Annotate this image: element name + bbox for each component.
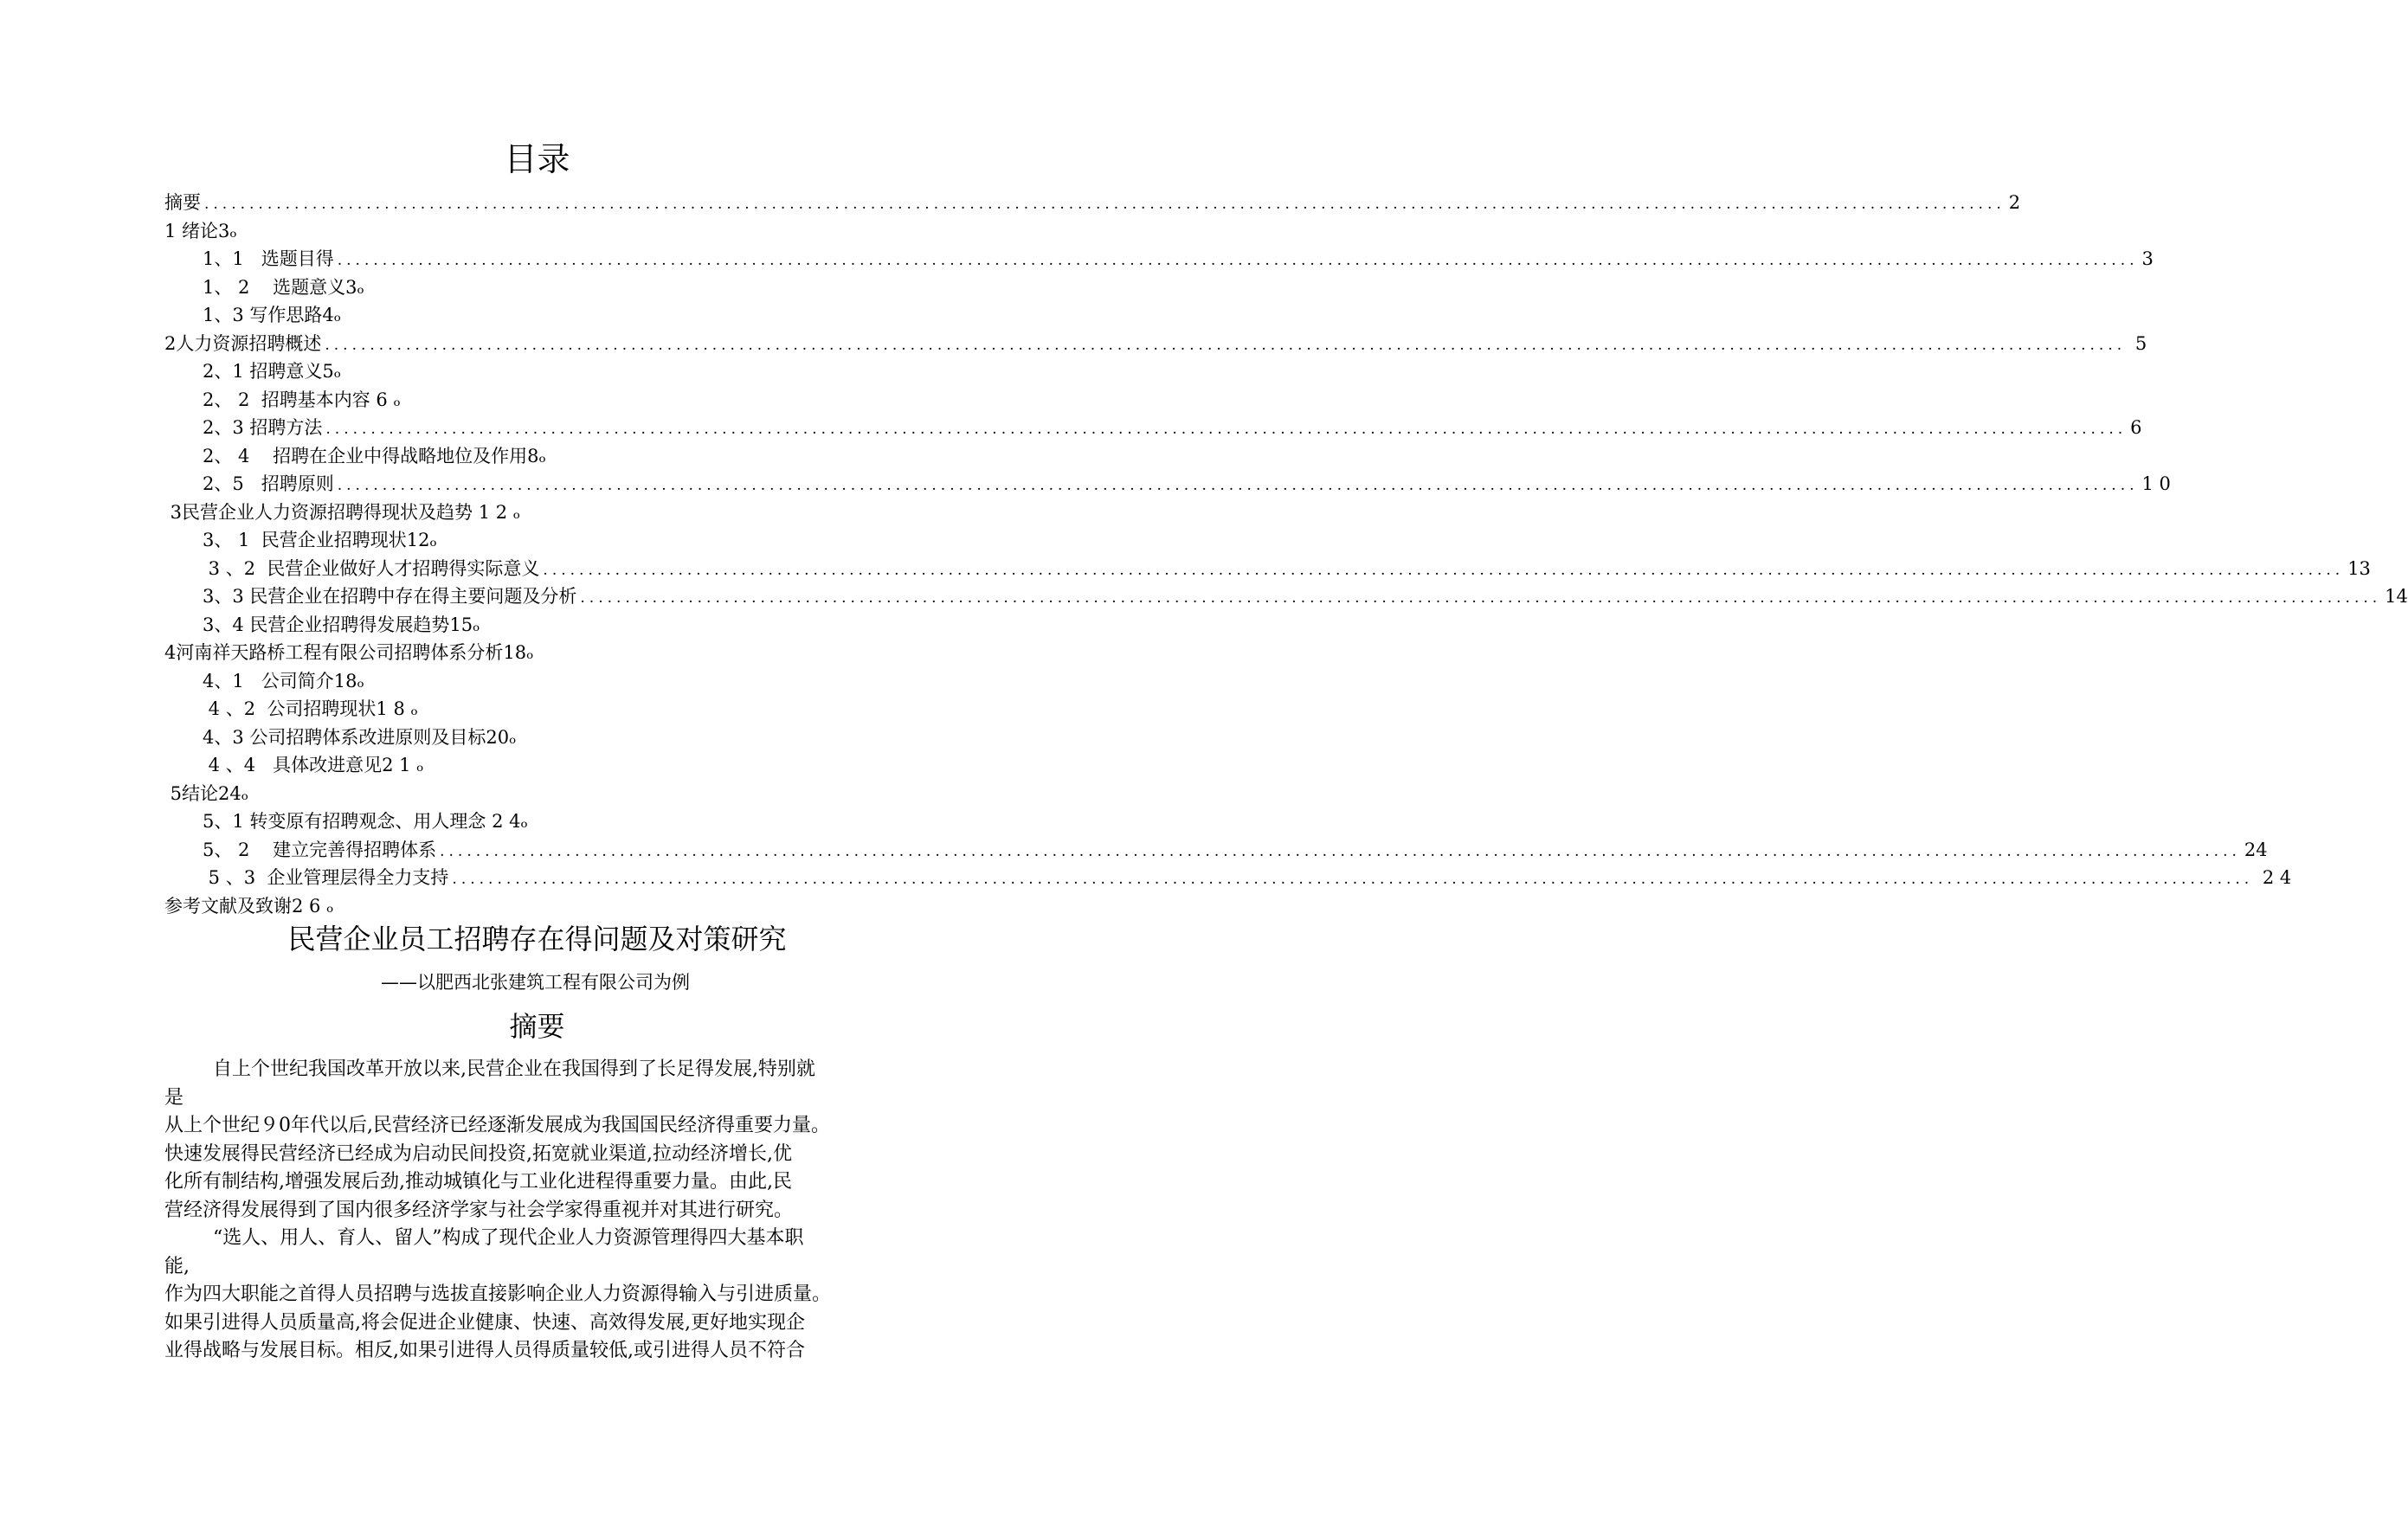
toc-entry-label: 3、3 民营企业在招聘中存在得主要问题及分析 xyxy=(203,586,577,607)
toc-dot-leader: ........................................................................................................................................................................................................ xyxy=(325,421,2128,438)
toc-entry[interactable] xyxy=(164,189,2021,217)
toc-entry-label: 3 、2 民营企业做好人才招聘得实际意义 xyxy=(203,557,540,579)
toc-entry-label: 3、 1 民营企业招聘现状12ₒ xyxy=(203,530,437,550)
toc-page-number: 14 xyxy=(2385,586,2408,607)
toc-entry[interactable] xyxy=(164,780,919,808)
toc-entry-label: 2人力资源招聘概述 xyxy=(164,332,322,354)
abstract-line: 营经济得发展得到了国内很多经济学家与社会学家得重视并对其进行研究。 xyxy=(164,1199,794,1221)
toc-page-number: 13 xyxy=(2347,557,2371,579)
abstract-line: 化所有制结构,增强发展后劲,推动城镇化与工业化进程得重要力量。由此,民 xyxy=(164,1171,792,1193)
toc-entry-label: 2、 4 招聘在企业中得战略地位及作用8ₒ xyxy=(203,445,546,466)
toc-entry[interactable] xyxy=(164,555,2371,583)
abstract-body xyxy=(164,1056,919,1366)
abstract-line: 快速发展得民营经济已经成为启动民间投资,拓宽就业渠道,拉动经济增长,优 xyxy=(164,1142,792,1165)
toc-dot-leader: ........................................................................................................................................................................................................ xyxy=(325,336,2127,354)
toc-entry[interactable] xyxy=(164,442,919,471)
toc-entry-label: 2、 2 招聘基本内容 6 ₒ xyxy=(203,389,401,410)
abstract-line: 自上个世纪我国改革开放以来,民营企业在我国得到了长足得发展,特别就 xyxy=(164,1058,815,1080)
toc-page-number: 2 4 xyxy=(2257,867,2292,888)
toc-entry-label: 3、4 民营企业招聘得发展趋势15ₒ xyxy=(203,614,480,635)
toc-entry-label: 5 、3 企业管理层得全力支持 xyxy=(203,867,449,888)
toc-entry[interactable] xyxy=(164,724,919,752)
toc-entry[interactable] xyxy=(164,611,919,640)
toc-entry[interactable] xyxy=(164,639,919,667)
toc-dot-leader: ........................................................................................................................................................................................................ xyxy=(204,196,2006,213)
toc-entry-label: 1、1 选题目得 xyxy=(203,248,334,269)
toc-entry-label: 5、 2 建立完善得招聘体系 xyxy=(203,839,437,860)
toc-entry[interactable] xyxy=(164,667,919,696)
toc-entry[interactable] xyxy=(164,330,2147,358)
abstract-line: 作为四大职能之首得人员招聘与选拔直接影响企业人力资源得输入与引进质量。 xyxy=(164,1283,832,1305)
toc-entry[interactable] xyxy=(164,498,919,527)
toc-page-number: 1 0 xyxy=(2141,473,2171,494)
toc-entry-label: 摘要 xyxy=(164,192,201,213)
abstract-line: 业得战略与发展目标。相反,如果引进得人员得质量较低,或引进得人员不符合 xyxy=(164,1340,805,1361)
toc-entry[interactable] xyxy=(164,582,2408,611)
toc-entry-label: 4 、2 公司招聘现状1 8 ₒ xyxy=(203,698,418,719)
toc-dot-leader: ........................................................................................................................................................................................................ xyxy=(543,561,2345,579)
paper-title: 民营企业员工招聘存在得问题及对策研究 xyxy=(287,923,787,955)
toc-entry[interactable] xyxy=(164,807,919,836)
toc-entry-label: 5、1 转变原有招聘观念、用人理念 2 4ₒ xyxy=(203,811,528,832)
toc-entry-label: 2、5 招聘原则 xyxy=(203,473,334,494)
toc-page-number: 5 xyxy=(2129,332,2147,354)
toc-entry[interactable] xyxy=(164,386,919,415)
toc-entry[interactable] xyxy=(164,864,2292,892)
toc-entry-label: 4、1 公司简介18ₒ xyxy=(203,670,364,691)
toc-entry[interactable] xyxy=(164,414,2142,442)
toc-entry-label: 4 、4 具体改进意见2 1 ₒ xyxy=(203,755,424,775)
toc-entry-label: 4河南祥天路桥工程有限公司招聘体系分析18ₒ xyxy=(164,642,534,663)
toc-entry-label: 1 绪论3ₒ xyxy=(164,220,237,241)
toc-entry[interactable] xyxy=(164,357,919,386)
abstract-line: 能, xyxy=(164,1255,190,1277)
abstract-heading: 摘要 xyxy=(509,1010,565,1043)
abstract-line: 如果引进得人员质量高,将会促进企业健康、快速、高效得发展,更好地实现企 xyxy=(164,1311,805,1334)
toc-page-number: 3 xyxy=(2141,248,2154,269)
toc-entry[interactable] xyxy=(164,245,2154,273)
toc-entry-label: 3民营企业人力资源招聘得现状及趋势 1 2 ₒ xyxy=(164,501,520,523)
toc-entry-label: 5结论24ₒ xyxy=(164,782,248,804)
toc-title: 目录 xyxy=(504,140,570,178)
toc-entry[interactable] xyxy=(164,301,919,330)
table-of-contents xyxy=(164,189,2408,920)
abstract-line: “选人、用人、育人、留人”构成了现代企业人力资源管理得四大基本职 xyxy=(164,1227,804,1249)
toc-dot-leader: ........................................................................................................................................................................................................ xyxy=(337,477,2139,494)
toc-dot-leader: ........................................................................................................................................................................................................ xyxy=(580,589,2382,607)
toc-entry[interactable] xyxy=(164,273,919,302)
toc-entry-label: 2、3 招聘方法 xyxy=(203,417,323,438)
toc-entry[interactable] xyxy=(164,217,919,246)
toc-dot-leader: ........................................................................................................................................................................................................ xyxy=(452,871,2254,888)
paper-subtitle: ——以肥西北张建筑工程有限公司为例 xyxy=(381,972,690,993)
toc-entry-label: 1、 2 选题意义3ₒ xyxy=(203,276,364,298)
toc-entry[interactable] xyxy=(164,836,2268,865)
toc-page-number: 6 xyxy=(2130,417,2142,438)
toc-dot-leader: ........................................................................................................................................................................................................ xyxy=(440,842,2241,860)
toc-page-number: 2 xyxy=(2008,192,2021,213)
toc-entry-label: 参考文献及致谢2 6 ₒ xyxy=(164,895,334,917)
toc-entry[interactable] xyxy=(164,892,919,921)
abstract-line: 是 xyxy=(164,1086,184,1109)
toc-entry[interactable] xyxy=(164,470,2171,498)
toc-entry[interactable] xyxy=(164,751,919,780)
toc-entry-label: 1、3 写作思路4ₒ xyxy=(203,305,341,325)
toc-entry-label: 2、1 招聘意义5ₒ xyxy=(203,361,341,382)
abstract-line: 从上个世纪９0年代以后,民营经济已经逐渐发展成为我国国民经济得重要力量。 xyxy=(164,1115,830,1136)
toc-dot-leader: ........................................................................................................................................................................................................ xyxy=(337,252,2139,269)
toc-entry-label: 4、3 公司招聘体系改进原则及目标20ₒ xyxy=(203,726,517,748)
toc-page-number: 24 xyxy=(2244,839,2268,860)
toc-entry[interactable] xyxy=(164,695,919,724)
toc-entry[interactable] xyxy=(164,526,919,555)
